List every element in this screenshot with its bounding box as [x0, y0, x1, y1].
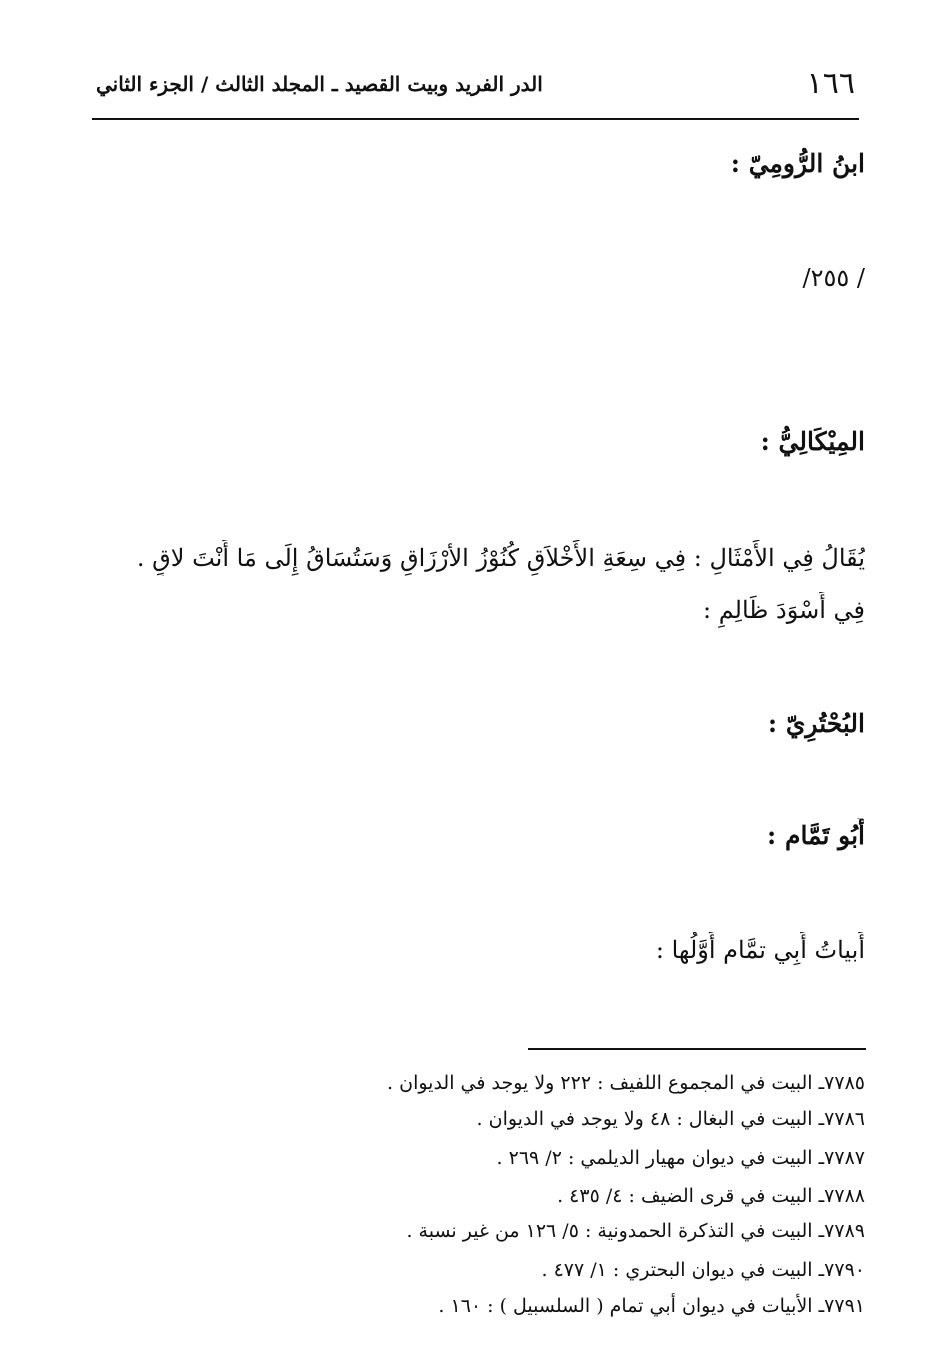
page-number: ١٦٦ — [806, 66, 855, 101]
footnote-7786: ٧٧٨٦ـ البيت في البغال : ٤٨ ولا يوجد في الديوان . — [476, 1108, 865, 1130]
running-title: الدر الفريد وبيت القصيد ـ المجلد الثالث / الجزء الثاني — [96, 72, 543, 96]
verse-reference: / ٢٥٥/ — [802, 264, 865, 292]
footnote-7791: ٧٧٩١ـ الأبيات في ديوان أبي تمام ( السلسبيل ) : ١٦٠ . — [438, 1295, 865, 1317]
proverb-line: يُقَالُ فِي الأَمْثَالِ : فِي سِعَةِ الأَخْلاَقِ كُنُوْزُ الأرْزَاقِ وَسَتُسَاقُ إِلَى مَا أَنْتَ لاقٍ . — [136, 544, 865, 572]
running-header — [92, 62, 859, 120]
footnote-rule — [528, 1048, 866, 1050]
footnote-7788: ٧٧٨٨ـ البيت في قرى الضيف : ٤/ ٤٣٥ . — [557, 1185, 865, 1207]
footnote-7790: ٧٧٩٠ـ البيت في ديوان البحتري : ١/ ٤٧٧ . — [541, 1259, 865, 1281]
footnote-7787: ٧٧٨٧ـ البيت في ديوان مهيار الديلمي : ٢/ ٢٦٩ . — [496, 1147, 865, 1169]
header-rule — [92, 118, 859, 120]
attribution-ibn-rumi: ابنُ الرُّومِيّ : — [730, 149, 865, 178]
footnote-7785: ٧٧٨٥ـ البيت في المجموع اللفيف : ٢٢٢ ولا يوجد في الديوان . — [387, 1072, 865, 1094]
attribution-abu-tammam: أَبُو تَمَّام : — [767, 821, 865, 850]
attribution-mikali: المِيْكَالِيُّ : — [760, 427, 865, 456]
attribution-aswad: فِي أَسْوَدَ ظَالِمٍ : — [702, 596, 865, 624]
footnote-7789: ٧٧٨٩ـ البيت في التذكرة الحمدونية : ٥/ ١٢٦ من غير نسبة . — [406, 1220, 865, 1242]
abu-tammam-verses-intro: أَبياتُ أَبِي تمَّام أَوَّلُها : — [655, 936, 865, 964]
attribution-buhturi: البُحْتُرِيّ : — [767, 709, 865, 738]
